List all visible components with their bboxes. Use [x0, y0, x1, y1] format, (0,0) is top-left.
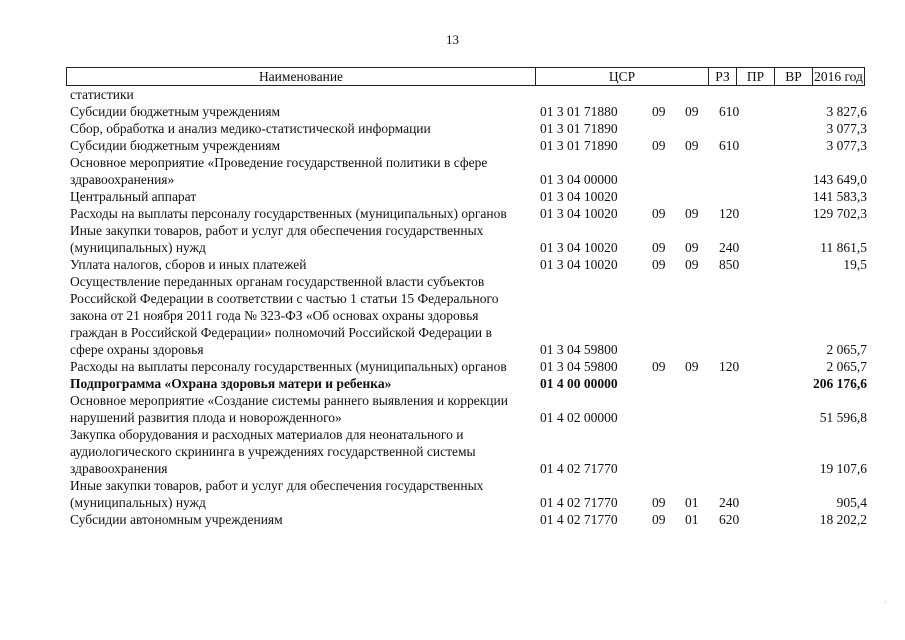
row-pr: 09	[685, 240, 699, 255]
row-csr: 01 4 00 00000	[540, 376, 618, 391]
row-csr: 01 4 02 71770	[540, 512, 618, 527]
table-row	[0, 273, 905, 358]
row-rz: 09	[652, 359, 666, 374]
row-csr: 01 4 02 00000	[540, 410, 618, 425]
row-csr: 01 3 04 10020	[540, 257, 618, 272]
row-name: Осуществление переданных органам государственной власти субъектов Российской Федерации в соответствии с частью 1 статьи 15 Федерального закона от 21 ноября 2011 года № 323-ФЗ «Об основах охраны здоровья граждан в Российской Федерации» полномочий Российской Федерации в сфере охраны здоровья	[70, 274, 499, 357]
row-amount: 141 583,3	[813, 189, 867, 204]
row-csr: 01 3 04 59800	[540, 342, 618, 357]
table-row	[0, 86, 905, 103]
row-amount: 19 107,6	[819, 461, 867, 476]
table-row	[0, 375, 905, 392]
table-row	[0, 358, 905, 375]
row-name: статистики	[70, 87, 134, 102]
row-csr: 01 3 04 10020	[540, 240, 618, 255]
row-rz: 09	[652, 512, 666, 527]
row-name: Расходы на выплаты персоналу государственных (муниципальных) органов	[70, 359, 507, 374]
row-amount: 2 065,7	[826, 359, 867, 374]
row-csr: 01 3 01 71890	[540, 121, 618, 136]
row-name: Закупка оборудования и расходных материалов для неонатального и аудиологического скрининга в учреждениях государственной системы здравоохранения	[70, 427, 476, 476]
row-vr: 120	[719, 359, 740, 374]
row-pr: 09	[685, 104, 699, 119]
table-body	[0, 86, 905, 528]
row-amount: 51 596,8	[819, 410, 867, 425]
row-csr: 01 3 04 00000	[540, 172, 618, 187]
scan-speck: ·	[884, 598, 887, 607]
row-pr: 09	[685, 206, 699, 221]
table-header	[66, 67, 865, 86]
row-pr: 01	[685, 512, 699, 527]
table-row	[0, 103, 905, 120]
row-amount: 3 077,3	[826, 121, 867, 136]
row-amount: 143 649,0	[813, 172, 867, 187]
table-row	[0, 154, 905, 188]
row-rz: 09	[652, 138, 666, 153]
table-row	[0, 188, 905, 205]
row-amount: 3 077,3	[826, 138, 867, 153]
table-row	[0, 137, 905, 154]
row-name: Субсидии автономным учреждениям	[70, 512, 283, 527]
header-vr: ВР	[774, 68, 812, 85]
row-csr: 01 3 04 10020	[540, 189, 618, 204]
header-name: Наименование	[258, 69, 344, 84]
row-rz: 09	[652, 206, 666, 221]
header-year: 2016 год	[812, 68, 864, 85]
row-csr: 01 3 01 71880	[540, 104, 618, 119]
table-row	[0, 256, 905, 273]
row-vr: 620	[719, 512, 740, 527]
row-rz: 09	[652, 257, 666, 272]
row-vr: 120	[719, 206, 740, 221]
row-name: Подпрограмма «Охрана здоровья матери и ребенка»	[70, 376, 392, 391]
table-row	[0, 205, 905, 222]
table-row	[0, 120, 905, 137]
row-pr: 09	[685, 257, 699, 272]
row-name: Уплата налогов, сборов и иных платежей	[70, 257, 307, 272]
row-amount: 905,4	[836, 495, 867, 510]
row-name: Основное мероприятие «Создание системы раннего выявления и коррекции нарушений развития плода и новорожденного»	[70, 393, 508, 425]
row-csr: 01 4 02 71770	[540, 461, 618, 476]
row-amount: 129 702,3	[813, 206, 867, 221]
row-rz: 09	[652, 104, 666, 119]
row-pr: 09	[685, 138, 699, 153]
row-rz: 09	[652, 495, 666, 510]
row-name: Сбор, обработка и анализ медико-статистической информации	[70, 121, 431, 136]
table-row	[0, 511, 905, 528]
row-vr: 240	[719, 495, 740, 510]
row-name: Субсидии бюджетным учреждениям	[70, 138, 281, 153]
row-vr: 610	[719, 138, 740, 153]
row-vr: 240	[719, 240, 740, 255]
row-pr: 09	[685, 359, 699, 374]
table-row	[0, 477, 905, 511]
row-csr: 01 3 04 59800	[540, 359, 618, 374]
header-rz: РЗ	[708, 68, 736, 85]
row-amount: 3 827,6	[826, 104, 867, 119]
table-row	[0, 222, 905, 256]
table-row	[0, 426, 905, 477]
row-name: Центральный аппарат	[70, 189, 197, 204]
row-csr: 01 3 04 10020	[540, 206, 618, 221]
row-csr: 01 4 02 71770	[540, 495, 618, 510]
page-number: 13	[446, 32, 459, 47]
row-name: Иные закупки товаров, работ и услуг для обеспечения государственных (муниципальных) нужд	[70, 478, 484, 510]
row-vr: 850	[719, 257, 740, 272]
row-amount: 2 065,7	[826, 342, 867, 357]
row-name: Основное мероприятие «Проведение государственной политики в сфере здравоохранения»	[70, 155, 488, 187]
row-csr: 01 3 01 71890	[540, 138, 618, 153]
row-vr: 610	[719, 104, 740, 119]
row-rz: 09	[652, 240, 666, 255]
row-amount: 19,5	[843, 257, 867, 272]
row-amount: 18 202,2	[819, 512, 867, 527]
header-csr: ЦСР	[535, 68, 708, 85]
row-amount: 206 176,6	[813, 376, 867, 391]
row-name: Иные закупки товаров, работ и услуг для обеспечения государственных (муниципальных) нужд	[70, 223, 484, 255]
table-row	[0, 392, 905, 426]
row-amount: 11 861,5	[820, 240, 867, 255]
row-pr: 01	[685, 495, 699, 510]
row-name: Расходы на выплаты персоналу государственных (муниципальных) органов	[70, 206, 507, 221]
row-name: Субсидии бюджетным учреждениям	[70, 104, 281, 119]
header-pr: ПР	[736, 68, 774, 85]
